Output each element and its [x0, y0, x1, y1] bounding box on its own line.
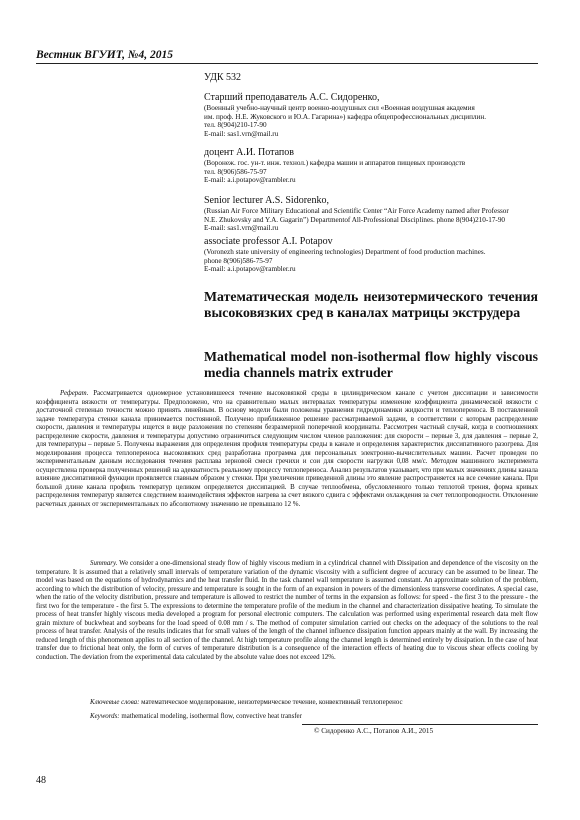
- keywords-text: математическое моделирование, неизотермическое течение, конвективный теплоперенос: [141, 699, 403, 706]
- email-line: E-mail: a.i.potapov@rambler.ru: [204, 176, 296, 185]
- keywords-lead: Keywords:: [90, 713, 120, 720]
- title-english: Mathematical model non-isothermal flow highly viscous media channels matrix extruder: [204, 349, 538, 380]
- keywords-russian: [90, 699, 403, 708]
- keywords-english: [90, 713, 302, 722]
- author-block-3: [204, 195, 538, 233]
- email-line: E-mail: sas1.vrn@mail.ru: [204, 129, 279, 138]
- author-name: Старший преподаватель А.С. Сидоренко,: [204, 92, 380, 103]
- abstract-text: Рассматривается одномерное установившееся течение высоковязкой среды в цилиндрическом канале с учетом диссипации и зависимости коэффициента вязкости от температуры. Предположено, что на сравнительно малых интервалах температуры изменение коэффициента динамической вязкости с достаточной степенью точности можно принять линейным. В основу модели были положены уравнения гидродинамики жидкости и теплопереноса. В поставленной задаче температура стенки канала принимается постоянной. Получено приближенное решение рассматриваемой задачи, в соответствии с которым распределение скорости, давления и температуры ищется в виде разложения по степеням безразмерной поперечной координаты. Рассмотрен частный случай, когда в соотношениях распределение скорости, давления и температуры допустимо ограничиться следующим числом членов разложения: для скорости – первые 3, для давления – первые 2, для температуры – первые 5. Получены выражения для определения профиля температуры среды в канале и определения характеристик диссипативного разогрева. Для моделирования процесса теплопереноса высоковязких сред разработана программа для персональных электронно-вычислительных машин. Расчет проведен по экспериментальным данным исследования течения расплава зерновой смеси гречихи и сои для скорости нагрузки 0,08 мм/с. Методом машинного эксперимента осуществлена проверка полученных решений на адекватность реальному процессу теплопереноса. Анализ результатов указывает, что при малых значениях длины канала влияние диссипативной функции проявляется главным образом у стенки. При увеличении приведенной длины это явление распространяется на все сечение канала. При большой длине канала профиль температур целиком определяется диссипацией. В случае теплообмена, обусловленного только теплотой трения, форма кривых распределения температур является следствием взаимодействия эффектов нагрева за счет вязкого сдвига с эффектами охлаждения за счет теплопроводности. Отклонение расчетных данных от экспериментальных по абсолютному значению не превышало 12 %.: [36, 390, 538, 508]
- affiliation-line: (Russian Air Force Military Educational and Scientific Center “Air Force Academy named after Professor: [204, 207, 509, 215]
- title-russian: Математическая модель неизотермического течения высоковязких сред в каналах матрицы экструдера: [204, 289, 538, 320]
- affiliation-line: им. проф. Н.Е. Жуковского и Ю.А. Гагарина») кафедра общепрофессиональных дисциплин.: [204, 112, 487, 121]
- author-name: доцент А.И. Потапов: [204, 147, 295, 158]
- summary-text: We consider a one-dimensional steady flow of highly viscous medium in a cylindrical channel with Dissipation and dependence of the viscosity on the temperature. It is assumed that a relatively small intervals of temperature variation of the dynamic viscosity with a sufficient degree of accuracy can be assumed to be linear. The model was based on the equations of hydrodynamics and the heat transfer fluid. In the task channel wall temperature is assumed constant. An approximate solution of the problem, according to which the distribution of velocity, pressure and temperature is sought in the form of an expansion in powers of the dimensionless transverse coordinates. A special case, when the ratio of the velocity distribution, pressure and temperature is allowed to restrict the number of terms in the expansion as follows: for speed - the first 3 to the pressure - the first two for the temperature - the first 5. The expressions to determine the temperature profile of the medium in the channel and characterization dissipative heating. To simulate the process of heat transfer highly viscous media developed a program for personal electronic computers. The calculation was performed using experimental research data melt flow grain mixture of buckwheat and soybeans for the load speed of 0.08 mm / s. The method of computer simulation carried out checks on the adequacy of the solutions to the real process of heat transfer. Analysis of the results indicates that for small values of the length of the channel influence dissipation function appears mainly at the wall. By increasing the reduced length of this phenomenon applies to all section of the channel. At high temperature profile along the channel length is determined entirely by dissipation. In the case of heat transfer due to frictional heat only, the form of curves of temperature distribution is a consequence of the interaction effects of heating due to viscous shear effects cooling by conduction. The deviation from the experimental data calculated by the absolute value does not exceed 12%.: [36, 560, 538, 661]
- affiliation-line: (Воронеж. гос. ун-т. инж. технол.) кафедра машин и аппаратов пищевых производств: [204, 159, 466, 167]
- header-rule: [36, 63, 538, 64]
- summary-english: [36, 560, 538, 662]
- author-name: associate professor A.I. Potapov: [204, 236, 333, 247]
- phone-line: тел. 8(904)210-17-90: [204, 121, 267, 130]
- email-line: E-mail: a.i.potapov@rambler.ru: [204, 265, 296, 274]
- udc-code: УДК 532: [204, 72, 242, 83]
- phone-line: phone 8(906)586-75-97: [204, 256, 273, 265]
- affiliation-line: (Voronezh state university of engineering technologies) Department of food production machines.: [204, 248, 486, 256]
- phone-line: тел. 8(906)586-75-97: [204, 167, 267, 176]
- copyright: © Сидоренко А.С., Потапов А.И., 2015: [314, 727, 434, 735]
- affiliation-line: (Военный учебно-научный центр военно-воздушных сил «Военная воздушная академия: [204, 104, 475, 112]
- abstract-russian: [36, 390, 538, 509]
- keywords-lead: Ключевые слова:: [90, 699, 140, 706]
- author-name: Senior lecturer A.S. Sidorenko,: [204, 195, 329, 206]
- summary-lead: Summary.: [90, 560, 118, 567]
- author-block-2: [204, 147, 538, 185]
- page-number: 48: [36, 775, 46, 786]
- email-line: E-mail: sas1.vrn@mail.ru: [204, 224, 279, 233]
- journal-header: Вестник ВГУИТ, №4, 2015: [36, 49, 173, 61]
- affiliation-line: N.E. Zhukovsky and Y.A. Gagarin”) Departmentof All-Professional Disciplines. phone 8(904)210-17-90: [204, 215, 506, 224]
- keywords-text: mathematical modeling, isothermal flow, convective heat transfer: [121, 713, 302, 720]
- copyright-rule: [302, 724, 538, 725]
- author-block-4: [204, 236, 538, 274]
- abstract-lead: Реферат.: [60, 390, 89, 397]
- author-block-1: [204, 92, 538, 138]
